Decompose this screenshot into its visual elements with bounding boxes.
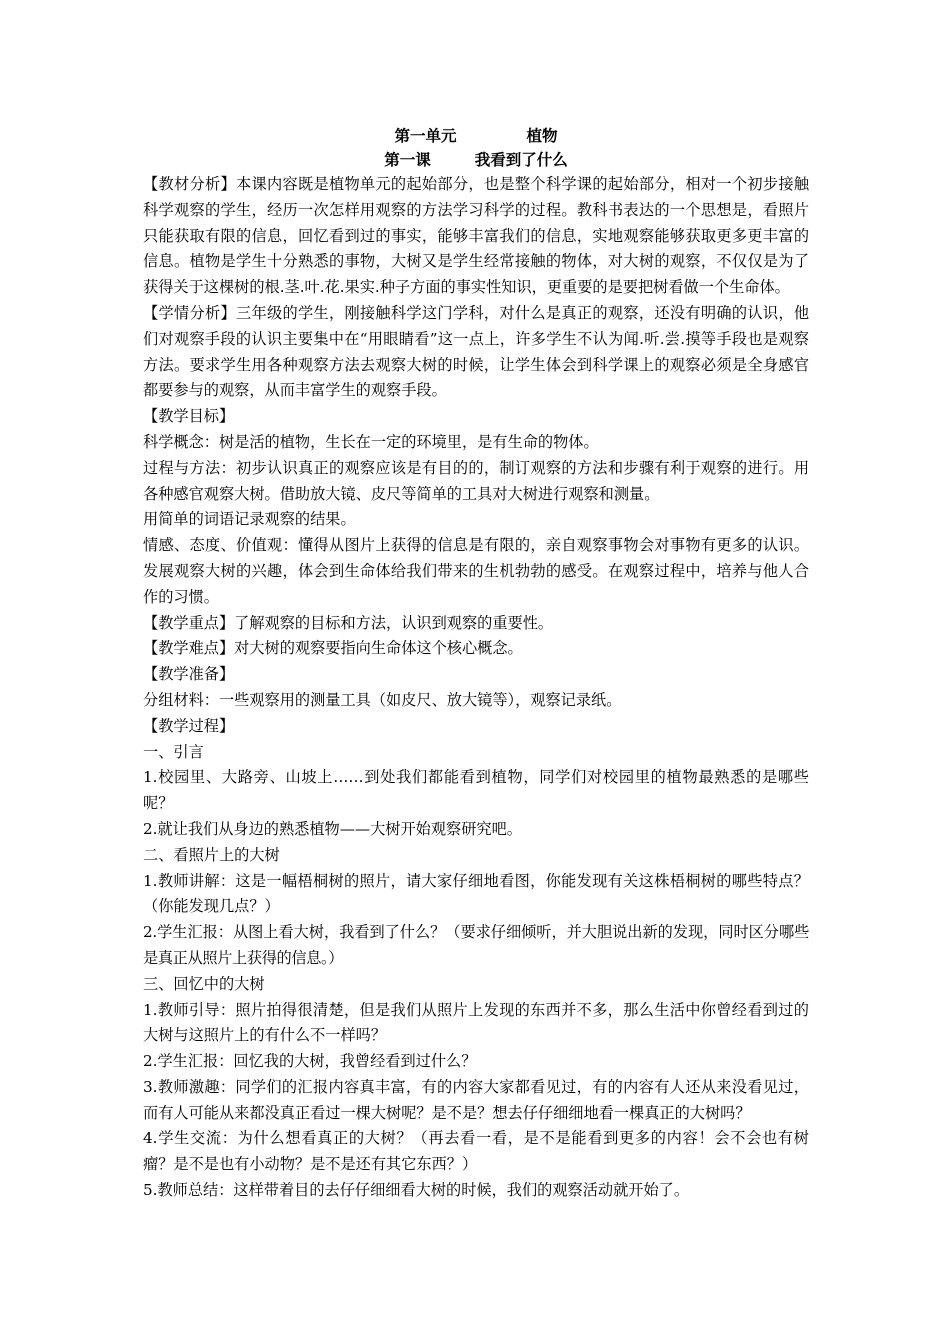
list-item: 1.校园里、大路旁、山坡上……到处我们都能看到植物，同学们对校园里的植物最熟悉的是哪些呢？ [143,768,809,813]
list-item: 3.教师激趣：同学们的汇报内容真丰富，有的内容大家都看见过，有的内容有人还从来没看见过，而有人可能从来都没真正看过一棵大树呢？是不是？想去仔仔细细地看一棵真正的大树吗？ [143,1077,809,1122]
paragraph-process-method: 过程与方法：初步认识真正的观察应该是有目的的，制订观察的方法和步骤有利于观察的进行。用各种感官观察大树。借助放大镜、皮尺等简单的工具对大树进行观察和测量。 [143,458,809,503]
subheading-photo-tree: 二、看照片上的大树 [143,845,280,864]
list-item: 1.教师引导：照片拍得很清楚，但是我们从照片上发现的东西并不多，那么生活中你曾经看到过的大树与这照片上的有什么不一样吗？ [143,1000,809,1045]
list-item: 5.教师总结：这样带着目的去仔仔细细看大树的时候，我们的观察活动就开始了。 [143,1181,690,1200]
paragraph-key-point: 【教学重点】了解观察的目标和方法，认识到观察的重要性。 [143,613,554,632]
paragraph-textbook-analysis: 【教材分析】本课内容既是植物单元的起始部分，也是整个科学课的起始部分，相对一个初步接触科学观察的学生，经历一次怎样用观察的方法学习科学的过程。教科书表达的一个思想是，看照片只能获取有限的信息，回忆看到过的事实，能够丰富我们的信息，实地观察能够获取更多更丰富的信息。植物是学生十分熟悉的事物，大树又是学生经常接触的物体，对大树的观察，不仅仅是为了获得关于这棵树的根.茎.叶.花.果实.种子方面的事实性知识，更重要的是要把树看做一个生命体。 [143,175,809,297]
paragraph-record-results: 用简单的词语记录观察的结果。 [143,510,356,529]
subheading-remembered-tree: 三、回忆中的大树 [143,974,265,993]
unit-title: 植物 [526,127,558,145]
section-heading-process: 【教学过程】 [143,716,235,735]
list-item: 2.学生汇报：回忆我的大树，我曾经看到过什么？ [143,1052,477,1071]
paragraph-difficulty: 【教学难点】对大树的观察要指向生命体这个核心概念。 [143,639,523,658]
document-page [143,124,809,1204]
unit-label: 第一单元 [394,127,457,145]
paragraph-student-analysis: 【学情分析】三年级的学生，刚接触科学这门学科，对什么是真正的观察，还没有明确的认识，他们对观察手段的认识主要集中在“用眼睛看”这一点上，许多学生不认为闻.听.尝.摸等手段也是观察方法。要求学生用各种观察方法去观察大树的时候，让学生体会到科学课上的观察必须是全身感官都要参与的观察，从而丰富学生的观察手段。 [143,303,809,400]
paragraph-science-concept: 科学概念：树是活的植物，生长在一定的环境里，是有生命的物体。 [143,432,599,451]
list-item: 2.就让我们从身边的熟悉植物——大树开始观察研究吧。 [143,819,522,838]
unit-heading [143,124,809,148]
lesson-title: 我看到了什么 [474,151,568,169]
list-item: 4.学生交流：为什么想看真正的大树？（再去看一看，是不是能看到更多的内容！会不会也有树瘤？是不是也有小动物？是不是还有其它东西？） [143,1129,809,1174]
paragraph-attitude-values: 情感、态度、价值观：懂得从图片上获得的信息是有限的，亲自观察事物会对事物有更多的认识。发展观察大树的兴趣，体会到生命体给我们带来的生机勃勃的感受。在观察过程中，培养与他人合作的习惯。 [143,536,809,606]
lesson-label: 第一课 [384,151,431,169]
section-heading-preparation: 【教学准备】 [143,665,235,684]
lesson-heading [143,148,809,172]
subheading-introduction: 一、引言 [143,742,204,761]
list-item: 1.教师讲解：这是一幅梧桐树的照片，请大家仔细地看图，你能发现有关这株梧桐树的哪些特点？（你能发现几点？） [143,871,809,916]
section-heading-objectives: 【教学目标】 [143,407,235,426]
paragraph-materials: 分组材料：一些观察用的测量工具（如皮尺、放大镜等），观察记录纸。 [143,690,622,709]
list-item: 2.学生汇报：从图上看大树，我看到了什么？（要求仔细倾听，并大胆说出新的发现，同时区分哪些是真正从照片上获得的信息。） [143,923,809,967]
